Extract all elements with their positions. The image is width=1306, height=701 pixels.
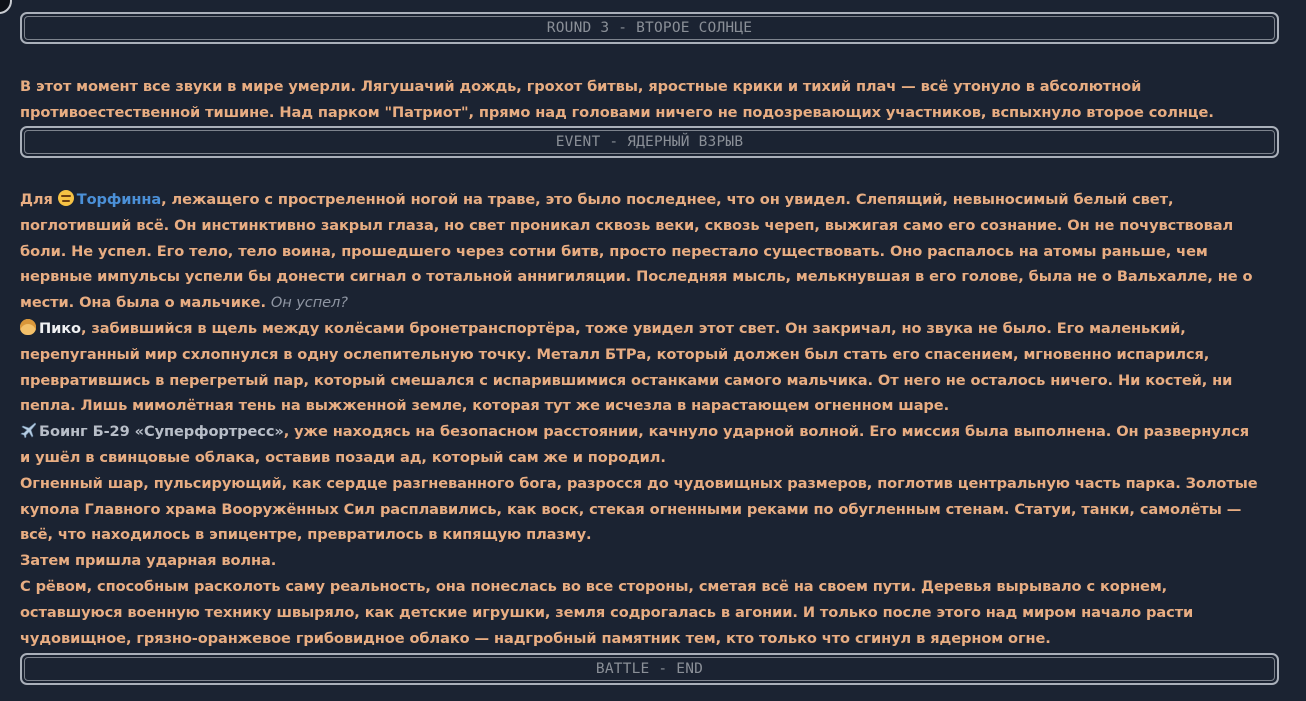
story-line: Затем пришла ударная волна.	[20, 552, 277, 570]
story-line	[20, 419, 1300, 445]
airplane-icon	[20, 422, 36, 438]
avatar[interactable]	[0, 0, 12, 14]
story-text: , уже находясь на безопасном расстоянии, качнуло ударной волной. Его миссия была выполнена. Он развернулся	[283, 423, 1250, 441]
event-banner	[20, 126, 1279, 158]
story-text: , лежащего с простреленной ногой на траве, это было последнее, что он увидел. Слепящий, невыносимый белый свет,	[161, 191, 1174, 208]
story-line: чудовищное, грязно-оранжевое грибовидное облако — надгробный памятник тем, кто только что сгинул в ядерном огне.	[20, 629, 1051, 647]
event-banner-label: EVENT - ЯДЕРНЫЙ ВЗРЫВ	[555, 134, 744, 150]
story-line: перепуганный мир схлопнулся в одну ослепительную точку. Металл БТРа, который должен был стать его спасением, мгновенно испарился,	[20, 345, 1210, 363]
child-face-icon	[20, 319, 36, 335]
battle-end-banner	[20, 653, 1279, 685]
story-line	[20, 316, 1300, 342]
story-text: Для	[20, 191, 58, 208]
story-line: пепла. Лишь мимолётная тень на выжженной земле, которая тут же исчезла в нарастающем огненном шаре.	[20, 397, 950, 415]
battle-end-banner-label: BATTLE - END	[595, 661, 704, 677]
story-line: поглотивший всё. Он инстинктивно закрыл глаза, но свет проникал сквозь веки, сквозь череп, выжигая само его сознание. Он не почувствовал	[20, 216, 1234, 234]
story-line: нервные импульсы успели бы донести сигнал о тотальной аннигиляции. Последняя мысль, мелькнувшая в его голове, была не о Вальхалле, не о	[20, 268, 1253, 286]
story-line: и ушёл в свинцовые облака, оставив позади ад, который сам же и породил.	[20, 448, 666, 466]
story-line: всё, что находилось в эпицентре, превратилось в кипящую плазму.	[20, 526, 592, 544]
intro-line: противоестественной тишине. Над парком "Патриот", прямо над головами ничего не подозревающих участников, вспыхнуло второе солнце.	[20, 103, 1214, 121]
character-name-boeing[interactable]: Боинг Б-29 «Суперфортресс»	[39, 423, 284, 441]
character-name-torfinn[interactable]: Торфинна	[76, 191, 162, 208]
story-text: мести. Она была о мальчике.	[20, 294, 271, 312]
story-paragraph	[20, 187, 1300, 651]
round-banner	[20, 12, 1279, 44]
intro-line: В этот момент все звуки в мире умерли. Лягушачий дождь, грохот битвы, яростные крики и тихий плач — всё утонуло в абсолютной	[20, 78, 1142, 95]
italic-thought: Он успел?	[270, 294, 348, 312]
story-line	[20, 187, 1300, 213]
story-line	[20, 290, 1300, 316]
story-line: С рёвом, способным расколоть саму реальность, она понеслась во все стороны, сметая всё на своем пути. Деревья вырывало с корнем,	[20, 577, 1168, 595]
story-line: Огненный шар, пульсирующий, как сердце разгневанного бога, разросся до чудовищных размеров, поглотив центральную часть парка. Золотые	[20, 474, 1258, 492]
story-line: купола Главного храма Вооружённых Сил расплавились, как воск, стекая огненными реками по обугленным стенам. Статуи, танки, самолёты —	[20, 500, 1242, 518]
story-line: оставшуюся военную технику швыряло, как детские игрушки, земля содрогалась в агонии. И только после этого над миром начало расти	[20, 603, 1194, 621]
intro-paragraph	[20, 74, 1300, 126]
story-line: боли. Не успел. Его тело, тело воина, прошедшего через сотни битв, просто перестало существовать. Оно распалось на атомы раньше, чем	[20, 242, 1208, 260]
story-text: , забившийся в щель между колёсами бронетранспортёра, тоже увидел этот свет. Он закричал, но звука не было. Его маленький,	[80, 319, 1186, 337]
story-line: превратившись в перегретый пар, который смешался с испарившимися останками самого мальчика. От него не осталось ничего. Ни костей, ни	[20, 371, 1233, 389]
expressionless-face-icon	[58, 190, 74, 206]
round-banner-label: ROUND 3 - ВТОРОЕ СОЛНЦЕ	[546, 20, 753, 36]
character-name-piko[interactable]: Пико	[39, 319, 81, 337]
